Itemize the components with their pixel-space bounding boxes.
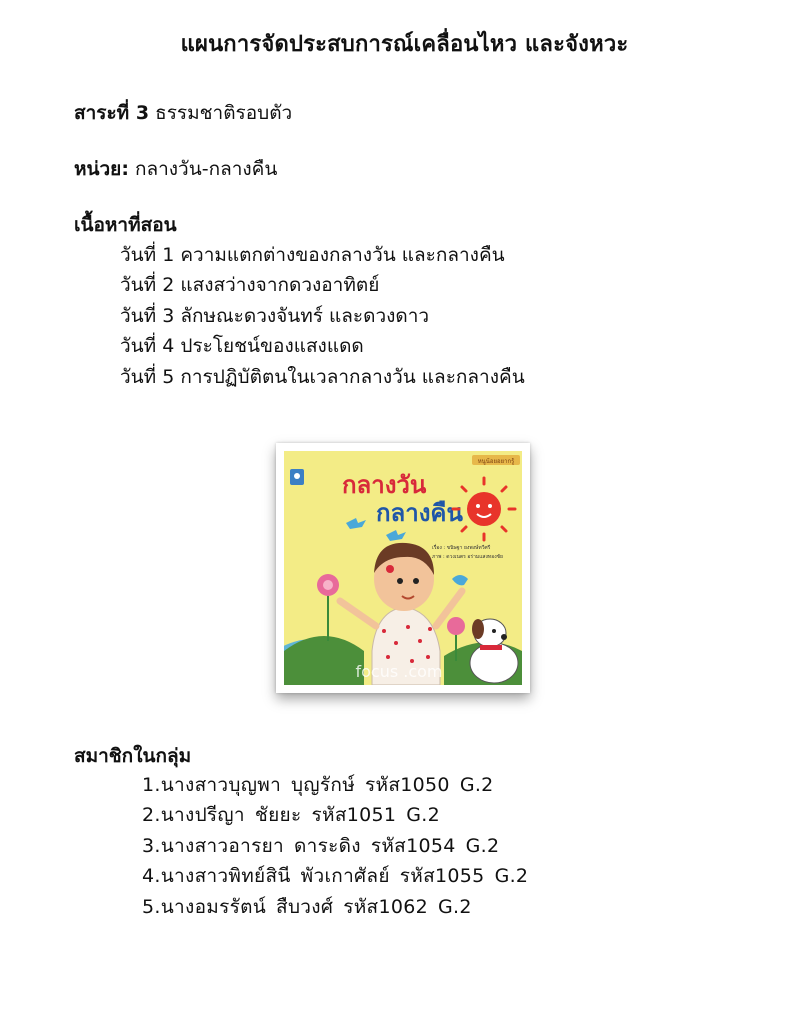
- member-row: [142, 770, 494, 800]
- member-row: [142, 831, 499, 861]
- content-day-1: วันที่ 1 ความแตกต่างของกลางวัน และกลางคืน: [120, 244, 505, 266]
- book-title-line1: กลางวัน: [342, 471, 427, 499]
- member-surname: พัวเกาศัลย์: [300, 865, 390, 887]
- member-name: นางสาวพิทย์สินี: [160, 865, 291, 887]
- book-title-line2: กลางคืน: [376, 499, 463, 527]
- member-name: นางอมรรัตน์: [160, 896, 267, 918]
- member-code: รหัส1062: [343, 896, 428, 918]
- content-day-5: วันที่ 5 การปฏิบัติตนในเวลากลางวัน และกลางคืน: [120, 366, 525, 388]
- book-cover-image: [276, 443, 530, 693]
- member-surname: ดาระดิง: [294, 835, 361, 857]
- member-number: 3.: [142, 835, 161, 857]
- member-code: รหัส1051: [311, 804, 397, 826]
- member-surname: บุญรักษ์: [291, 774, 356, 796]
- member-code: รหัส1054: [370, 835, 456, 857]
- unit-value: กลางวัน-กลางคืน: [134, 158, 278, 180]
- member-row: [142, 800, 440, 830]
- subject-line: [74, 98, 292, 128]
- document-title: แผนการจัดประสบการณ์เคลื่อนไหว และจังหวะ: [180, 32, 629, 57]
- book-series-tag: หนูน้อยอยากรู้: [477, 458, 515, 465]
- member-number: 2.: [142, 804, 161, 826]
- member-group: G.2: [465, 835, 500, 857]
- member-surname: สืบวงศ์: [276, 896, 334, 918]
- content-heading: เนื้อหาที่สอน: [74, 214, 177, 236]
- member-name: นางสาวบุญพา: [160, 774, 282, 796]
- member-row: [142, 861, 528, 891]
- member-name: นางสาวอารยา: [160, 835, 284, 857]
- member-group: G.2: [459, 774, 494, 796]
- member-number: 4.: [142, 865, 161, 887]
- member-name: นางปรีญา: [160, 804, 245, 826]
- unit-line: [74, 154, 277, 184]
- book-watermark: focus .com: [355, 662, 443, 681]
- content-day-3: วันที่ 3 ลักษณะดวงจันทร์ และดวงดาว: [120, 305, 430, 327]
- member-number: 5.: [142, 896, 161, 918]
- unit-label: หน่วย:: [74, 158, 129, 180]
- member-row: [142, 892, 472, 922]
- member-group: G.2: [494, 865, 529, 887]
- member-group: G.2: [438, 896, 472, 918]
- content-day-4: วันที่ 4 ประโยชน์ของแสงแดด: [120, 335, 364, 357]
- subject-label: สาระที่ 3: [74, 102, 150, 124]
- members-heading: สมาชิกในกลุ่ม: [74, 745, 192, 767]
- member-number: 1.: [142, 774, 161, 796]
- member-surname: ชัยยะ: [254, 804, 302, 826]
- member-code: รหัส1050: [365, 774, 450, 796]
- member-group: G.2: [406, 804, 441, 826]
- subject-value: ธรรมชาติรอบตัว: [155, 102, 293, 124]
- member-code: รหัส1055: [399, 865, 485, 887]
- book-credit-illustrator: ภาพ : ดวงเนตร อร่ามแสงทองชัย: [432, 554, 503, 560]
- content-day-2: วันที่ 2 แสงสว่างจากดวงอาทิตย์: [120, 274, 380, 296]
- book-credit-author: เรื่อง : ขนิษฐา ยงพงษ์ทวีศรี: [432, 545, 491, 551]
- book-cover-illustration: [284, 451, 522, 685]
